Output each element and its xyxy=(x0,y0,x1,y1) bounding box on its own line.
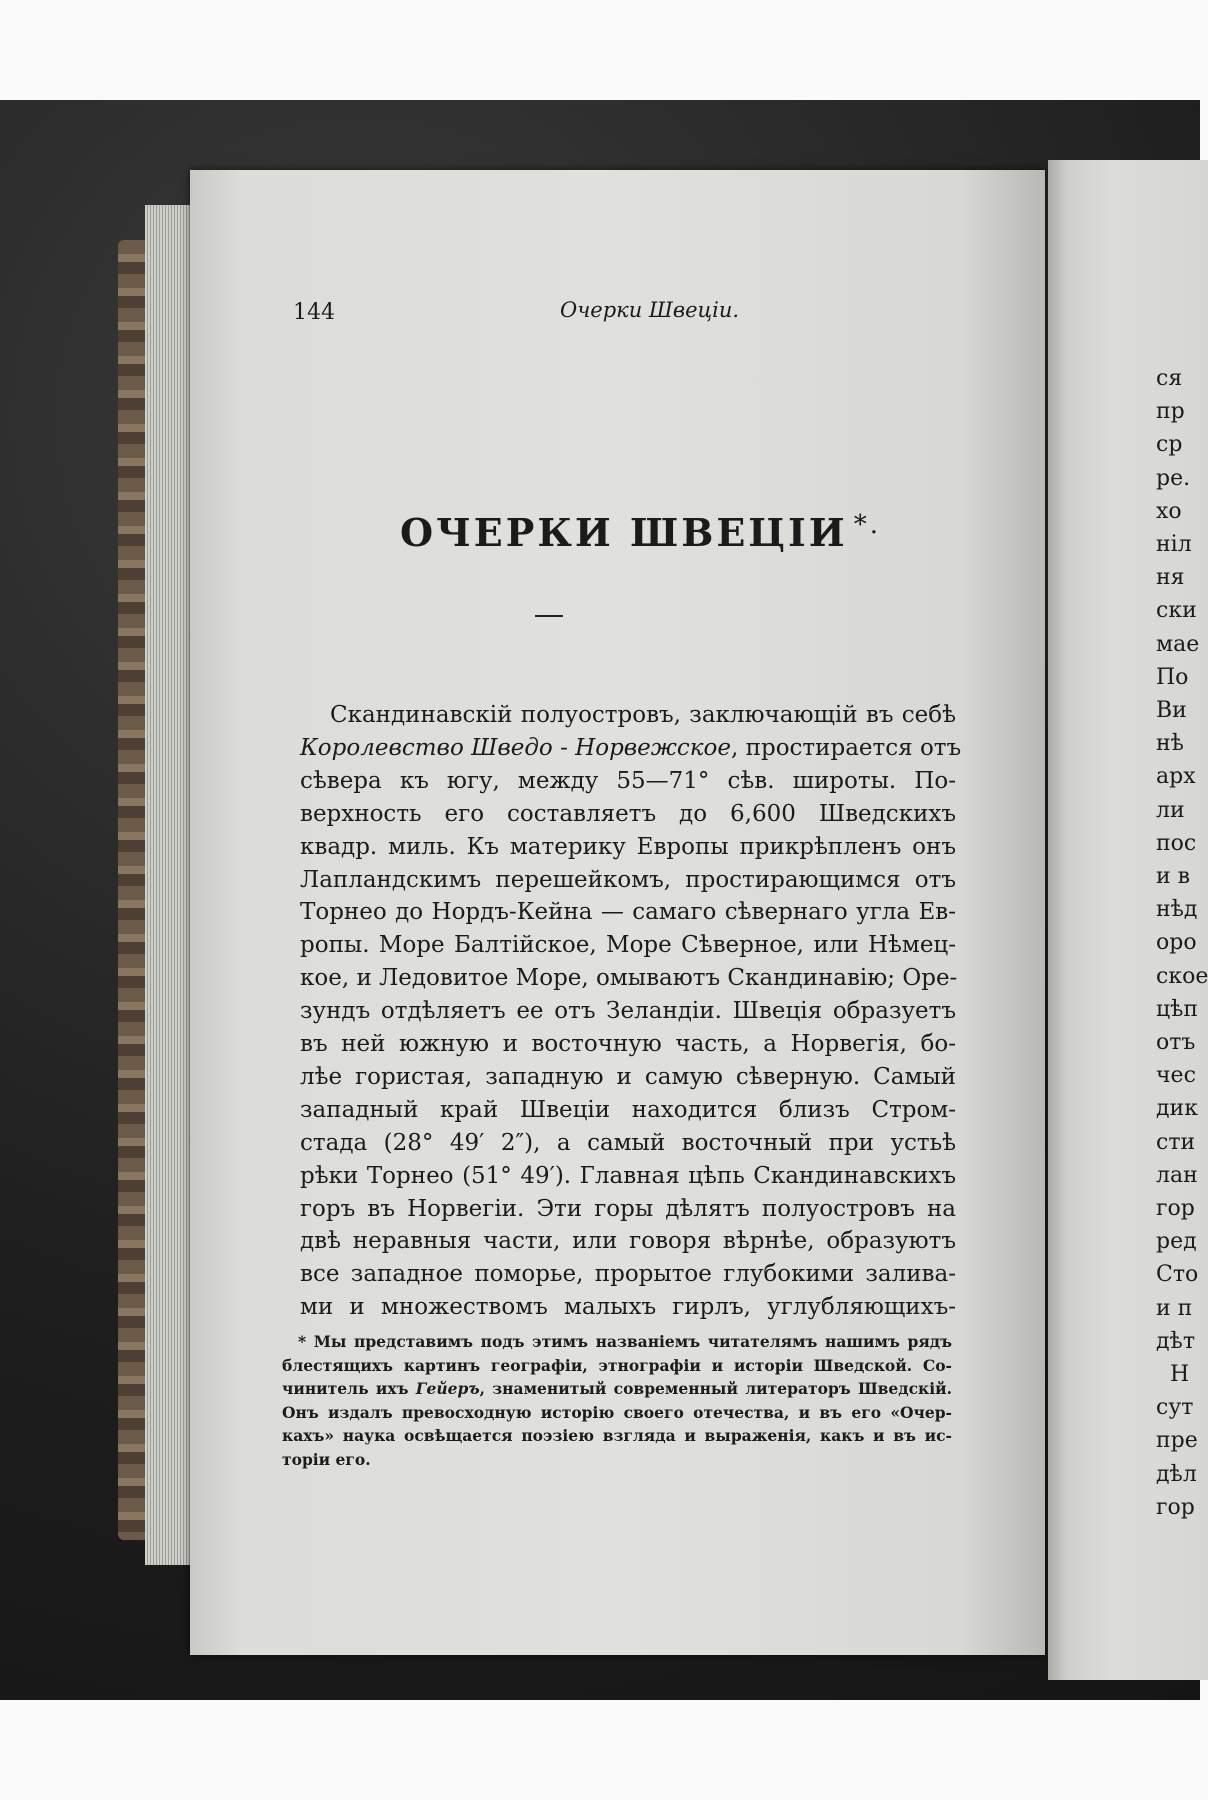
body-line xyxy=(330,702,956,728)
right-page-line: ня xyxy=(1156,565,1185,591)
right-page-line: нiл xyxy=(1156,532,1192,557)
page-edges xyxy=(145,205,195,1565)
footnote-line xyxy=(282,1426,952,1445)
body-line xyxy=(300,965,956,991)
text-run: блестящихъ картинъ географiи, этнографiи и исторiи Шведской. Со- xyxy=(282,1355,952,1375)
body-line xyxy=(300,1097,956,1123)
text-run: все западное поморье, прорытое глубокими залива- xyxy=(300,1261,956,1288)
italic-text: Королевство Шведо - Норвежское xyxy=(300,734,732,761)
body-line xyxy=(300,1064,956,1090)
right-page-line: цѣп xyxy=(1156,996,1199,1022)
right-page-line: арх xyxy=(1156,764,1196,790)
chapter-title-text: ОЧЕРКИ ШВЕЦIИ xyxy=(400,510,848,555)
right-page-line: сут xyxy=(1156,1395,1194,1421)
text-run: сѣвера къ югу, между 55—71° сѣв. широты. По- xyxy=(300,767,956,794)
text-run: торiи его. xyxy=(282,1449,371,1469)
right-page-line: мае xyxy=(1156,631,1200,657)
right-page-line: и п xyxy=(1156,1295,1193,1321)
right-page-line: пос xyxy=(1156,830,1197,856)
right-page-line: хо xyxy=(1156,498,1182,524)
right-page-line: и в xyxy=(1156,864,1191,889)
right-page-line: Сто xyxy=(1156,1262,1199,1288)
right-page-line: Н xyxy=(1156,1362,1190,1387)
right-page-line: нѣд xyxy=(1156,897,1198,923)
text-run: кое, и Ледовитое Море, омываютъ Скандинавiю; Оре- xyxy=(300,965,958,992)
right-page-line: ски xyxy=(1156,598,1197,624)
text-run: , простирается отъ xyxy=(731,734,962,761)
text-run: западный край Швецiи находится близъ Стром- xyxy=(300,1096,956,1123)
right-page-line: гор xyxy=(1156,1494,1195,1520)
title-rule xyxy=(535,615,563,617)
right-page-line: ре. xyxy=(1156,465,1191,491)
right-page-line: лан xyxy=(1156,1162,1198,1188)
text-run: квадр. миль. Къ материку Европы прикрѣпленъ онъ xyxy=(300,833,956,860)
text-run: ропы. Море Балтiйское, Море Сѣверное, или Нѣмец- xyxy=(300,932,956,959)
body-line xyxy=(300,1261,956,1287)
text-run: рѣки Торнео (51° 49′). Главная цѣпь Скандинавскихъ xyxy=(300,1162,956,1189)
right-page-line: гор xyxy=(1156,1196,1195,1221)
right-page-line: По xyxy=(1156,664,1189,690)
body-line xyxy=(300,899,956,925)
right-page-line: чес xyxy=(1156,1063,1196,1089)
text-run: кахъ» наука освѣщается поэзiею взгляда и выраженiя, какъ и въ ис- xyxy=(282,1426,952,1445)
book-spine xyxy=(118,240,148,1540)
chapter-title xyxy=(400,510,881,555)
right-page-line: ли xyxy=(1156,797,1185,823)
text-run: Онъ издалъ превосходную исторiю своего отечества, и въ его «Очер- xyxy=(282,1402,952,1422)
right-page-line: оро xyxy=(1156,930,1197,956)
running-head: Очерки Швецiи. xyxy=(560,298,740,322)
body-line xyxy=(300,768,956,794)
right-page-line: пре xyxy=(1156,1428,1198,1454)
text-run: зундъ отдѣляетъ ее отъ Зеландiи. Швецiя образуетъ xyxy=(300,998,956,1025)
text-run: ми и множествомъ малыхъ гирлъ, углубляющихъ- xyxy=(300,1294,956,1321)
page-number: 144 xyxy=(293,300,335,325)
footnote-line xyxy=(282,1450,952,1469)
body-line xyxy=(300,1294,956,1320)
text-run: верхность его составляетъ до 6,600 Шведскихъ xyxy=(300,800,956,827)
text-run: , знаменитый современный литераторъ Шведскiй. xyxy=(479,1379,952,1398)
right-page-line: ское xyxy=(1156,963,1208,989)
body-line xyxy=(300,1031,956,1057)
right-page-line: Ви xyxy=(1156,698,1187,723)
right-page-line: дик xyxy=(1156,1096,1198,1122)
body-line xyxy=(300,801,956,827)
body-line xyxy=(300,998,956,1024)
left-page xyxy=(190,170,1045,1655)
body-line xyxy=(300,1228,956,1254)
text-run: лѣе гористая, западную и самую сѣверную. Самый xyxy=(300,1063,956,1090)
bottom-margin xyxy=(0,1700,1200,1800)
text-run: * Мы представимъ подъ этимъ названiемъ читателямъ нашимъ рядъ xyxy=(298,1332,952,1351)
right-page-line: отъ xyxy=(1156,1030,1196,1055)
right-page-line: ср xyxy=(1156,432,1183,458)
footnote-line xyxy=(282,1379,952,1398)
footnote-mark: *. xyxy=(853,510,881,540)
body-line xyxy=(300,834,956,860)
text-run: стада (28° 49′ 2″), а самый восточный при устьѣ xyxy=(300,1129,956,1156)
right-page-line: пр xyxy=(1156,399,1185,425)
text-run: двѣ неравныя части, или говоря вѣрнѣе, образуютъ xyxy=(300,1228,956,1255)
text-run: Скандинавскiй полуостровъ, заключающiй въ себѣ xyxy=(330,702,956,728)
text-run: чинитель ихъ xyxy=(282,1379,416,1398)
right-page-line: ся xyxy=(1156,366,1183,391)
text-run: Лапландскимъ перешейкомъ, простирающимся отъ xyxy=(300,866,956,893)
text-run: въ ней южную и восточную часть, а Норвегiя, бо- xyxy=(300,1031,956,1057)
text-run: горъ въ Норвегiи. Эти горы дѣлятъ полуостровъ на xyxy=(300,1195,956,1222)
footnote-line xyxy=(282,1403,952,1422)
right-page-line: дѣл xyxy=(1156,1461,1197,1487)
right-page xyxy=(1048,160,1208,1680)
body-line xyxy=(300,734,962,761)
body-line xyxy=(300,1130,956,1156)
footnote-line xyxy=(282,1356,952,1375)
right-page-line: ред xyxy=(1156,1229,1197,1255)
body-line xyxy=(300,867,956,893)
italic-text: Гейеръ xyxy=(415,1379,480,1398)
body-line xyxy=(300,1163,956,1189)
right-page-line: дѣт xyxy=(1156,1328,1195,1354)
text-run: Торнео до Нордъ-Кейна — самаго сѣвернаго угла Ев- xyxy=(300,899,956,926)
right-page-line: нѣ xyxy=(1156,731,1184,757)
body-line xyxy=(300,1196,956,1222)
body-line xyxy=(300,932,956,958)
footnote-line xyxy=(298,1332,952,1351)
right-page-line: сти xyxy=(1156,1129,1196,1155)
